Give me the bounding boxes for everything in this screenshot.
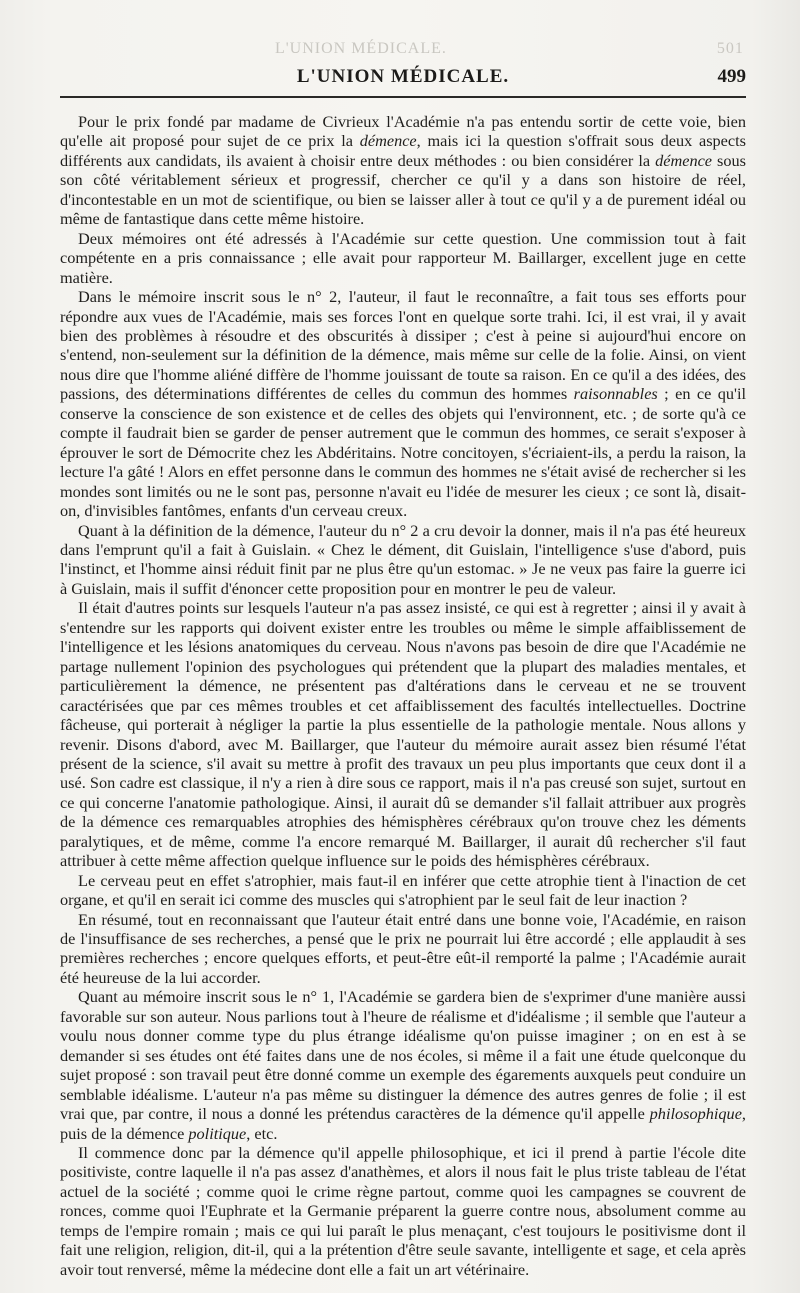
paragraph [60, 871, 746, 910]
italic-text: philosophique [649, 1104, 742, 1124]
paragraph [60, 229, 746, 287]
paragraph-text: sous son côté véritablement sérieux et progressif, chercher ce qu'il y a dans son histoire de réel, d'incontestable en un mot de scientifique, ou bien se laisser aller à tout ce qu'il y a de purement idéal ou même de fantastique dans cette même histoire. [60, 150, 747, 229]
paragraph-text: , etc. [246, 1123, 278, 1143]
paragraph-text: Dans le mémoire inscrit sous le n° 2, l'auteur, il faut le reconnaître, a fait tous ses efforts pour répondre aux vues de l'Académie, mais ses forces l'ont en quelque sorte trahi. Ici, il est vrai, il y avait bien des problèmes à résoudre et des obscurités à dissiper ; c'est à peine si aujourd'hui encore on s'entend, non-seulement sur la définition de la démence, mais même sur celle de la folie. Ainsi, on vient nous dire que l'homme aliéné diffère de l'homme jouissant de toute sa raison. En ce qu'il a des idées, des passions, des déterminations différentes de celles du commun des hommes [60, 287, 746, 404]
paragraph-text: Quant au mémoire inscrit sous le n° 1, l'Académie se gardera bien de s'exprimer d'une manière aussi favorable sur son auteur. Nous parlions tout à l'heure de réalisme et d'idéalisme ; il semble que l'auteur a voulu nous donner comme type du plus étrange idéalisme qu'on puisse imaginer ; on en est à se demander si ses études ont été faites dans une de nos écoles, si même il a fait une étude quelconque du sujet proposé : son travail peut être donné comme un exemple des égarements auxquels peut conduire un semblable idéalisme. L'auteur n'a pas même su distinguer la démence des autres genres de folie ; il est vrai que, par contre, il nous a donné les prétendus caractères de la démence qu'il appelle [60, 987, 746, 1124]
paragraph-text: Il commence donc par la démence qu'il appelle philosophique, et ici il prend à partie l'école dite positiviste, contre laquelle il n'a pas assez d'anathèmes, et alors il nous fait le plus triste tableau de l'état actuel de la société ; comme quoi le crime règne partout, comme quoi les campagnes se couvrent de ronces, comme quoi l'Euphrate et la Germanie préparent la guerre contre nous, absolument comme au temps de l'empire romain ; mais ce qui lui paraît le plus menaçant, c'est toujours le positivisme dont il fait une religion, religion, dit-il, qui a la prétention d'être seule savante, intelligente et sage, et cela après avoir tout renversé, même la médecine dont elle a fait un art vétérinaire. [60, 1143, 746, 1279]
paragraph-text: Deux mémoires ont été adressés à l'Académie sur cette question. Une commission tout à fait compétente en a pris connaissance ; elle avait pour rapporteur M. Baillarger, excellent juge en cette matière. [60, 228, 746, 287]
running-title: L'UNION MÉDICALE. [296, 66, 510, 87]
paragraph-text: Pour le prix fondé par madame de Civrieux l'Académie n'a pas entendu sortir de cette voie, bien qu'elle ait proposé pour sujet de ce prix la [60, 112, 746, 151]
paragraph [60, 521, 746, 599]
show-through-header [275, 40, 744, 58]
running-header [60, 66, 746, 96]
paragraph [60, 598, 746, 870]
paragraph-text: ; en ce qu'il conserve la conscience de son existence et de celles des objets qui l'environnent, etc. ; de sorte qu'à ce compte il faudrait bien se garder de penser autrement que le commun des hommes, ce serait s'exposer à éprouver le sort de Démocrite chez les Abdéritains. Notre concitoyen, s'écriaient-ils, a perdu la raison, la lecture l'a gâté ! Alors en effet personne dans le commun des hommes ne s'était avisé de rechercher si les mondes sont limités ou ne le sont pas, personne n'avait eu l'idée de mesurer les cieux ; ce sont là, disait-on, d'invisibles fantômes, enfants d'un cerveau creux. [60, 384, 747, 521]
paragraph [60, 987, 746, 1143]
italic-text: démence [655, 150, 713, 170]
paragraph [60, 1143, 746, 1279]
show-through-title: L'UNION MÉDICALE. [275, 40, 447, 57]
paragraph [60, 287, 746, 520]
paragraph-text: , puis de la démence [60, 1104, 746, 1143]
page-number: 499 [717, 66, 746, 87]
show-through-number: 501 [716, 40, 744, 57]
article-body [60, 112, 746, 1279]
paragraph [60, 112, 746, 229]
paragraph-text: , mais ici la question s'offrait sous deux aspects différents aux candidats, ils avaient à choisir entre deux méthodes : ou bien considérer la [60, 131, 746, 170]
italic-text: démence [359, 131, 417, 151]
paragraph-text: Le cerveau peut en effet s'atrophier, mais faut-il en inférer que cette atrophie tient à l'inaction de cet organe, et qu'il en serait ici comme des muscles qui s'atrophient par le seul fait de leur inaction ? [60, 870, 746, 910]
italic-text: politique [188, 1123, 247, 1143]
paragraph-text: Il était d'autres points sur lesquels l'auteur n'a pas assez insisté, ce qui est à regretter ; ainsi il y avait à s'entendre sur les rapports qui doivent exister entre les troubles ou même le simple affaiblissement de l'intelligence et les lésions anatomiques du cerveau. Nous n'avons pas besoin de dire que l'Académie ne partage nullement l'opinion des psychologues qui prétendent que la plupart des maladies mentales, et particulièrement la démence, ne présentent pas d'altérations dans le cerveau et ne se trouvent caractérisées que par ces mêmes troubles et cet affaiblissement des facultés intellectuelles. Doctrine fâcheuse, qui porterait à négliger la partie la plus essentielle de la pathologie mentale. Nous allons y revenir. Disons d'abord, avec M. Baillarger, que l'auteur du mémoire aurait assez bien résumé l'état présent de la science, s'il avait su mettre à profit des travaux un peu plus importants que ceux dont il a usé. Son cadre est classique, il n'y a rien à dire sous ce rapport, mais il n'a pas creusé son sujet, surtout en ce qui concerne l'anatomie pathologique. Ainsi, il aurait dû se demander s'il fallait attribuer aux progrès de la démence ces remarquables atrophies des hémisphères cérébraux qu'on trouve chez les déments paralytiques, et de même, comme l'a encore remarqué M. Baillarger, il aurait dû rechercher s'il faut attribuer à cette même affection quelque influence sur le poids des hémisphères cérébraux. [60, 598, 746, 871]
header-rule [60, 96, 746, 98]
paragraph-text: En résumé, tout en reconnaissant que l'auteur était entré dans une bonne voie, l'Académie, en raison de l'insuffisance de ses recherches, a pensé que le prix ne pourrait lui être accordé ; elle applaudit à ses premières recherches ; encore quelques efforts, et peut-être eût-il remporté la palme ; l'Académie aurait été heureuse de la lui accorder. [60, 909, 746, 987]
italic-text: raisonnables [573, 384, 658, 404]
paragraph [60, 910, 746, 988]
paragraph-text: Quant à la définition de la démence, l'auteur du n° 2 a cru devoir la donner, mais il n'a pas été heureux dans l'emprunt qu'il a fait à Guislain. « Chez le dément, dit Guislain, l'intelligence s'use d'abord, puis l'instinct, et l'homme ainsi réduit finit par ne plus être qu'un estomac. » Je ne veux pas faire la guerre ici à Guislain, mais il suffit d'énoncer cette proposition pour en montrer le peu de valeur. [60, 520, 746, 598]
